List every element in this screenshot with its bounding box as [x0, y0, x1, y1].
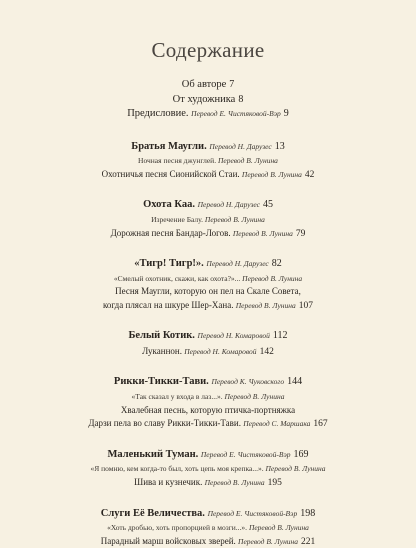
section-page: 112: [273, 330, 288, 341]
sections: [20, 140, 396, 548]
toc-subentry[interactable]: [20, 274, 396, 284]
subentry-text: Песня Маугли, которую он пел на Скале Совета,: [115, 286, 301, 296]
subentry-text: «Смелый охотник, скажи, как охота?»...: [114, 274, 240, 283]
entry-page: 7: [229, 79, 234, 90]
toc-subentry[interactable]: [20, 346, 396, 358]
section-title: Маленький Туман.: [107, 449, 198, 460]
section-heading[interactable]: [20, 257, 396, 271]
subentry-page: 42: [305, 170, 315, 180]
section-title: Братья Маугли.: [131, 141, 206, 152]
toc-section: [20, 140, 396, 182]
section-heading[interactable]: [20, 140, 396, 154]
section-page: 169: [294, 449, 309, 460]
subentry-text: «Хоть дробью, хоть пропорцией в мозги...».: [107, 523, 247, 532]
subentry-translator: Перевод В. Лунина: [249, 523, 309, 532]
section-heading[interactable]: [20, 507, 396, 521]
subentry-translator: Перевод В. Лунина: [205, 215, 265, 224]
section-translator: Перевод К. Чуковского: [211, 377, 284, 386]
section-page: 45: [263, 199, 273, 210]
section-page: 144: [287, 376, 302, 387]
toc-section: [20, 198, 396, 240]
subentry-text: Парадный марш войсковых зверей.: [101, 536, 236, 546]
subentry-page: 195: [268, 478, 282, 488]
toc-subentry[interactable]: [20, 477, 396, 489]
toc-subentry[interactable]: [20, 523, 396, 533]
section-title: Охота Каа.: [143, 199, 195, 210]
toc-section: [20, 257, 396, 312]
toc-subentry[interactable]: [20, 536, 396, 548]
subentry-text: Луканнон.: [142, 346, 182, 356]
section-title: «Тигр! Тигр!».: [134, 258, 204, 269]
entry-name: Об авторе: [182, 79, 227, 90]
subentry-text: Дорожная песня Бандар-Логов.: [111, 228, 231, 238]
subentry-text: Изречение Балу.: [151, 215, 203, 224]
entry-page: 9: [284, 108, 289, 119]
section-translator: Перевод Н. Дарузес: [198, 200, 260, 209]
subentry-translator: Перевод В. Лунина: [242, 170, 302, 179]
subentry-text: «Я помню, кем когда-то был, хоть цепь моя крепка...».: [90, 464, 263, 473]
toc-section: [20, 375, 396, 430]
subentry-page: 107: [299, 301, 313, 311]
section-translator: Перевод Н. Дарузес: [206, 259, 268, 268]
subentry-page: 167: [313, 419, 327, 429]
subentry-text: «Так сказал у входа в лаз...».: [132, 392, 223, 401]
section-page: 198: [300, 508, 315, 519]
page-title: Содержание: [20, 38, 396, 63]
section-heading[interactable]: [20, 329, 396, 343]
section-title: Слуги Её Величества.: [101, 508, 205, 519]
subentry-text: Ночная песня джунглей.: [138, 156, 216, 165]
subentry-translator: Перевод С. Маршака: [243, 419, 310, 428]
entry-name: От художника: [173, 94, 236, 105]
toc-subentry[interactable]: [20, 286, 396, 298]
subentry-translator: Перевод В. Лунина: [236, 301, 296, 310]
section-heading[interactable]: [20, 198, 396, 212]
toc-subentry[interactable]: [20, 464, 396, 474]
section-heading[interactable]: [20, 375, 396, 389]
section-translator: Перевод Н. Дарузес: [209, 142, 271, 151]
subentry-translator: Перевод В. Лунина: [205, 478, 265, 487]
toc-subentry[interactable]: [20, 392, 396, 402]
section-translator: Перевод Е. Чистяковой-Вэр: [208, 509, 298, 518]
toc-section: [20, 507, 396, 548]
subentry-translator: Перевод В. Лунина: [224, 392, 284, 401]
subentry-translator: Перевод В. Лунина: [238, 537, 298, 546]
subentry-page: 142: [260, 347, 274, 357]
toc-section: [20, 329, 396, 358]
entry-page: 8: [238, 94, 243, 105]
section-translator: Перевод Н. Комаровой: [198, 331, 270, 340]
toc-subentry[interactable]: [20, 169, 396, 181]
subentry-translator: Перевод В. Лунина: [266, 464, 326, 473]
section-page: 82: [272, 258, 282, 269]
toc-subentry[interactable]: [20, 215, 396, 225]
toc-subentry[interactable]: [20, 156, 396, 166]
toc-subentry[interactable]: [20, 300, 396, 312]
section-page: 13: [275, 141, 285, 152]
toc-entry[interactable]: [20, 93, 396, 107]
subentry-text: Шива и кузнечик.: [134, 477, 202, 487]
section-title: Белый Котик.: [128, 330, 194, 341]
front-matter: [20, 78, 396, 121]
section-title: Рикки-Тикки-Тави.: [114, 376, 209, 387]
toc-subentry[interactable]: [20, 405, 396, 417]
toc-subentry[interactable]: [20, 228, 396, 240]
subentry-text: Дарзи пела во славу Рикки-Тикки-Тави.: [88, 418, 241, 428]
entry-translator: Перевод Е. Чистяковой-Вэр: [191, 109, 281, 118]
section-translator: Перевод Е. Чистяковой-Вэр: [201, 450, 291, 459]
entry-name: Предисловие.: [127, 108, 188, 119]
toc-entry[interactable]: [20, 78, 396, 92]
subentry-text: Хвалебная песнь, которую птичка-портняжка: [121, 405, 295, 415]
subentry-page: 221: [301, 537, 315, 547]
subentry-translator: Перевод В. Лунина: [218, 156, 278, 165]
subentry-translator: Перевод В. Лунина: [242, 274, 302, 283]
section-heading[interactable]: [20, 448, 396, 462]
toc-section: [20, 448, 396, 490]
subentry-text: когда плясал на шкуре Шер-Хана.: [103, 300, 233, 310]
subentry-text: Охотничья песня Сионийской Стаи.: [102, 169, 240, 179]
subentry-translator: Перевод Н. Комаровой: [184, 347, 256, 356]
toc-entry[interactable]: [20, 107, 396, 121]
subentry-translator: Перевод В. Лунина: [233, 229, 293, 238]
toc-subentry[interactable]: [20, 418, 396, 430]
subentry-page: 79: [296, 229, 306, 239]
